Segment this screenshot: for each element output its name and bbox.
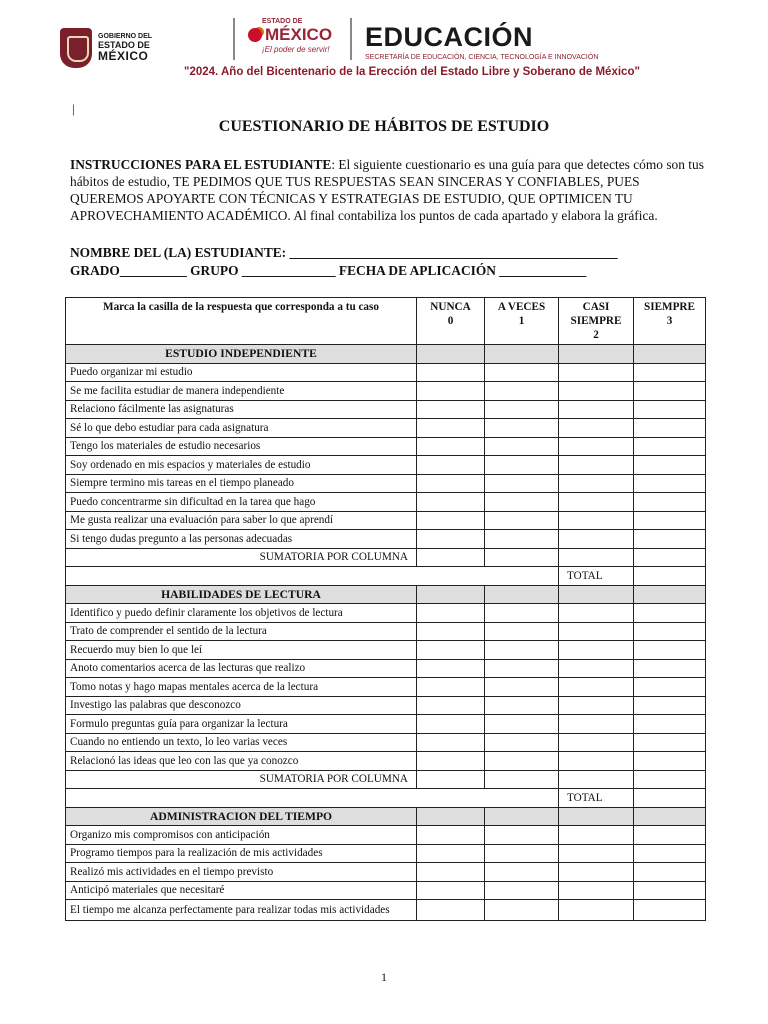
total-label: TOTAL [559, 567, 634, 586]
answer-cell-nunca[interactable] [417, 493, 485, 512]
section-header-cell [559, 345, 634, 364]
question-text: Sé lo que debo estudiar para cada asignatura [66, 419, 417, 438]
total-label: TOTAL [559, 789, 634, 808]
question-row [66, 641, 706, 660]
question-row [66, 659, 706, 678]
answer-cell-a-veces[interactable] [485, 474, 559, 493]
question-text: Puedo organizar mi estudio [66, 363, 417, 382]
answer-cell-siempre[interactable] [634, 400, 706, 419]
question-text: Puedo concentrarme sin dificultad en la tarea que hago [66, 493, 417, 512]
answer-cell-casi-siempre[interactable] [559, 622, 634, 641]
answer-cell-siempre[interactable] [634, 863, 706, 882]
answer-cell-casi-siempre[interactable] [559, 696, 634, 715]
question-row [66, 844, 706, 863]
header-divider [350, 18, 352, 60]
section-title: ESTUDIO INDEPENDIENTE [66, 345, 417, 364]
question-row [66, 604, 706, 623]
answer-cell-a-veces[interactable] [485, 400, 559, 419]
sum-cell[interactable] [559, 548, 634, 567]
answer-cell-a-veces[interactable] [485, 456, 559, 475]
answer-cell-a-veces[interactable] [485, 622, 559, 641]
answer-cell-casi-siempre[interactable] [559, 419, 634, 438]
total-cell[interactable] [634, 567, 706, 586]
answer-cell-siempre[interactable] [634, 696, 706, 715]
answer-cell-casi-siempre[interactable] [559, 511, 634, 530]
section-header-cell [485, 345, 559, 364]
document-title: CUESTIONARIO DE HÁBITOS DE ESTUDIO [218, 118, 550, 135]
answer-cell-nunca[interactable] [417, 715, 485, 734]
student-fields [70, 244, 618, 280]
question-row [66, 678, 706, 697]
question-text: Si tengo dudas pregunto a las personas adecuadas [66, 530, 417, 549]
question-text: Se me facilita estudiar de manera independiente [66, 382, 417, 401]
answer-cell-casi-siempre[interactable] [559, 400, 634, 419]
section-header-cell [417, 345, 485, 364]
gob-line-2: ESTADO DE [98, 39, 150, 50]
answer-cell-casi-siempre[interactable] [559, 881, 634, 900]
sum-row [66, 548, 706, 567]
state-seal-icon [60, 28, 92, 68]
question-text: Formulo preguntas guía para organizar la lectura [66, 715, 417, 734]
answer-cell-a-veces[interactable] [485, 881, 559, 900]
answer-cell-nunca[interactable] [417, 530, 485, 549]
answer-cell-nunca[interactable] [417, 863, 485, 882]
answer-cell-nunca[interactable] [417, 511, 485, 530]
gob-line-1: GOBIERNO DEL [98, 33, 153, 41]
answer-cell-siempre[interactable] [634, 733, 706, 752]
answer-cell-a-veces[interactable] [485, 752, 559, 771]
gob-line-3: MÉXICO [98, 49, 149, 64]
header-a-veces: A VECES 1 [485, 298, 559, 345]
sum-row [66, 770, 706, 789]
section-header-cell [417, 585, 485, 604]
question-row [66, 511, 706, 530]
total-row [66, 567, 706, 586]
answer-cell-siempre[interactable] [634, 881, 706, 900]
letterhead [0, 0, 768, 95]
total-row [66, 789, 706, 808]
question-row [66, 437, 706, 456]
question-text: Relacionó las ideas que leo con las que ya conozco [66, 752, 417, 771]
answer-cell-casi-siempre[interactable] [559, 382, 634, 401]
student-name-field[interactable]: NOMBRE DEL (LA) ESTUDIANTE: _________________________________________________ [70, 245, 618, 260]
answer-cell-a-veces[interactable] [485, 382, 559, 401]
table-header-row [66, 298, 706, 345]
sum-cell[interactable] [417, 770, 485, 789]
questionnaire-body [66, 345, 706, 921]
flower-icon [248, 28, 262, 42]
answer-cell-casi-siempre[interactable] [559, 826, 634, 845]
educacion-subtitle: SECRETARÍA DE EDUCACIÓN, CIENCIA, TECNOLOGÍA E INNOVACIÓN [365, 54, 599, 61]
edomex-small: ESTADO DE [262, 18, 303, 25]
answer-cell-siempre[interactable] [634, 826, 706, 845]
answer-cell-casi-siempre[interactable] [559, 456, 634, 475]
answer-cell-casi-siempre[interactable] [559, 752, 634, 771]
answer-cell-nunca[interactable] [417, 900, 485, 921]
question-text: Trato de comprender el sentido de la lectura [66, 622, 417, 641]
total-blank [66, 789, 559, 808]
answer-cell-nunca[interactable] [417, 678, 485, 697]
answer-cell-siempre[interactable] [634, 659, 706, 678]
question-row [66, 900, 706, 921]
edomex-logo [248, 18, 332, 54]
question-text: Investigo las palabras que desconozco [66, 696, 417, 715]
answer-cell-a-veces[interactable] [485, 826, 559, 845]
answer-cell-nunca[interactable] [417, 881, 485, 900]
section-header-row [66, 345, 706, 364]
answer-cell-siempre[interactable] [634, 493, 706, 512]
question-row [66, 863, 706, 882]
answer-cell-siempre[interactable] [634, 437, 706, 456]
answer-cell-casi-siempre[interactable] [559, 659, 634, 678]
question-row [66, 622, 706, 641]
instructions-label: INSTRUCCIONES PARA EL ESTUDIANTE [70, 157, 332, 172]
answer-cell-nunca[interactable] [417, 844, 485, 863]
answer-cell-siempre[interactable] [634, 678, 706, 697]
question-text: Realizó mis actividades en el tiempo previsto [66, 863, 417, 882]
question-text: Siempre termino mis tareas en el tiempo planeado [66, 474, 417, 493]
question-text: El tiempo me alcanza perfectamente para realizar todas mis actividades [66, 900, 417, 921]
answer-cell-nunca[interactable] [417, 696, 485, 715]
answer-cell-a-veces[interactable] [485, 844, 559, 863]
answer-cell-casi-siempre[interactable] [559, 641, 634, 660]
answer-cell-nunca[interactable] [417, 733, 485, 752]
answer-cell-siempre[interactable] [634, 382, 706, 401]
instructions-paragraph [70, 156, 704, 224]
text-cursor: | [72, 101, 75, 116]
educacion-title: EDUCACIÓN [365, 22, 534, 52]
answer-cell-casi-siempre[interactable] [559, 604, 634, 623]
section-header-row [66, 585, 706, 604]
question-row [66, 493, 706, 512]
answer-cell-nunca[interactable] [417, 752, 485, 771]
answer-cell-casi-siempre[interactable] [559, 863, 634, 882]
answer-cell-siempre[interactable] [634, 622, 706, 641]
total-blank [66, 567, 559, 586]
question-row [66, 752, 706, 771]
answer-cell-nunca[interactable] [417, 400, 485, 419]
answer-cell-siempre[interactable] [634, 604, 706, 623]
question-text: Anticipó materiales que necesitaré [66, 881, 417, 900]
answer-cell-siempre[interactable] [634, 752, 706, 771]
answer-cell-siempre[interactable] [634, 456, 706, 475]
answer-cell-siempre[interactable] [634, 844, 706, 863]
answer-cell-a-veces[interactable] [485, 641, 559, 660]
answer-cell-a-veces[interactable] [485, 733, 559, 752]
question-text: Me gusta realizar una evaluación para saber lo que aprendí [66, 511, 417, 530]
section-header-cell [634, 585, 706, 604]
answer-cell-siempre[interactable] [634, 419, 706, 438]
answer-cell-a-veces[interactable] [485, 419, 559, 438]
question-row [66, 733, 706, 752]
answer-cell-nunca[interactable] [417, 437, 485, 456]
edomex-tagline: ¡El poder de servir! [262, 45, 330, 54]
question-row [66, 400, 706, 419]
section-header-cell [559, 585, 634, 604]
answer-cell-a-veces[interactable] [485, 678, 559, 697]
sum-cell[interactable] [485, 770, 559, 789]
question-row [66, 530, 706, 549]
sum-cell[interactable] [559, 770, 634, 789]
header-question: Marca la casilla de la respuesta que corresponda a tu caso [66, 298, 417, 345]
answer-cell-siempre[interactable] [634, 474, 706, 493]
header-divider [233, 18, 235, 60]
question-row [66, 715, 706, 734]
questionnaire-table [65, 297, 706, 921]
answer-cell-a-veces[interactable] [485, 511, 559, 530]
sum-cell[interactable] [634, 548, 706, 567]
answer-cell-siempre[interactable] [634, 363, 706, 382]
total-cell[interactable] [634, 789, 706, 808]
header-casi-siempre: CASI SIEMPRE 2 [559, 298, 634, 345]
section-header-cell [634, 807, 706, 826]
answer-cell-a-veces[interactable] [485, 659, 559, 678]
answer-cell-nunca[interactable] [417, 382, 485, 401]
answer-cell-nunca[interactable] [417, 474, 485, 493]
answer-cell-siempre[interactable] [634, 900, 706, 921]
question-row [66, 419, 706, 438]
sum-label: SUMATORIA POR COLUMNA [66, 770, 417, 789]
year-slogan: "2024. Año del Bicentenario de la Erección del Estado Libre y Soberano de México" [184, 66, 640, 78]
answer-cell-a-veces[interactable] [485, 363, 559, 382]
page-number: 1 [381, 970, 387, 984]
section-title: HABILIDADES DE LECTURA [66, 585, 417, 604]
question-row [66, 456, 706, 475]
header-nunca: NUNCA 0 [417, 298, 485, 345]
question-text: Tengo los materiales de estudio necesarios [66, 437, 417, 456]
question-text: Tomo notas y hago mapas mentales acerca de la lectura [66, 678, 417, 697]
question-row [66, 363, 706, 382]
header-siempre: SIEMPRE 3 [634, 298, 706, 345]
sum-label: SUMATORIA POR COLUMNA [66, 548, 417, 567]
question-row [66, 696, 706, 715]
grade-group-date-field[interactable]: GRADO__________ GRUPO ______________ FECHA DE APLICACIÓN _____________ [70, 263, 587, 278]
section-header-cell [417, 807, 485, 826]
section-header-cell [485, 807, 559, 826]
question-row [66, 881, 706, 900]
question-row [66, 382, 706, 401]
answer-cell-nunca[interactable] [417, 419, 485, 438]
answer-cell-a-veces[interactable] [485, 437, 559, 456]
answer-cell-nunca[interactable] [417, 622, 485, 641]
answer-cell-nunca[interactable] [417, 456, 485, 475]
sum-cell[interactable] [485, 548, 559, 567]
section-header-cell [559, 807, 634, 826]
answer-cell-siempre[interactable] [634, 715, 706, 734]
answer-cell-nunca[interactable] [417, 363, 485, 382]
answer-cell-nunca[interactable] [417, 641, 485, 660]
answer-cell-a-veces[interactable] [485, 900, 559, 921]
section-title: ADMINISTRACION DEL TIEMPO [66, 807, 417, 826]
question-text: Organizo mis compromisos con anticipación [66, 826, 417, 845]
answer-cell-siempre[interactable] [634, 641, 706, 660]
answer-cell-nunca[interactable] [417, 659, 485, 678]
question-text: Programo tiempos para la realización de mis actividades [66, 844, 417, 863]
answer-cell-casi-siempre[interactable] [559, 530, 634, 549]
section-header-cell [485, 585, 559, 604]
answer-cell-casi-siempre[interactable] [559, 715, 634, 734]
question-text: Cuando no entiendo un texto, lo leo varias veces [66, 733, 417, 752]
edomex-big: MÉXICO [265, 25, 333, 44]
answer-cell-casi-siempre[interactable] [559, 474, 634, 493]
answer-cell-casi-siempre[interactable] [559, 733, 634, 752]
answer-cell-nunca[interactable] [417, 604, 485, 623]
section-header-row [66, 807, 706, 826]
answer-cell-casi-siempre[interactable] [559, 678, 634, 697]
question-row [66, 826, 706, 845]
question-text: Recuerdo muy bien lo que leí [66, 641, 417, 660]
answer-cell-a-veces[interactable] [485, 863, 559, 882]
answer-cell-casi-siempre[interactable] [559, 363, 634, 382]
answer-cell-siempre[interactable] [634, 511, 706, 530]
answer-cell-siempre[interactable] [634, 530, 706, 549]
answer-cell-a-veces[interactable] [485, 696, 559, 715]
answer-cell-casi-siempre[interactable] [559, 844, 634, 863]
section-header-cell [634, 345, 706, 364]
government-logo [60, 28, 152, 68]
answer-cell-a-veces[interactable] [485, 604, 559, 623]
sum-cell[interactable] [417, 548, 485, 567]
educacion-logo [365, 22, 598, 61]
question-text: Relaciono fácilmente las asignaturas [66, 400, 417, 419]
answer-cell-nunca[interactable] [417, 826, 485, 845]
sum-cell[interactable] [634, 770, 706, 789]
answer-cell-casi-siempre[interactable] [559, 493, 634, 512]
question-text: Soy ordenado en mis espacios y materiales de estudio [66, 456, 417, 475]
instructions-text: : El siguiente cuestionario es una guía para que detectes cómo son tus hábitos de estudio, TE PEDIMOS QUE TUS RESPUESTAS SEAN SINCERAS Y CONFIABLES, PUES QUEREMOS APOYARTE CON TÉCNICAS Y ESTRATEGIAS DE ESTUDIO, QUE OPTIMICEN TU APROVECHAMIENTO ACADÉMICO. Al final contabiliza los puntos de cada apartado y elabora la gráfica. [70, 157, 704, 223]
answer-cell-a-veces[interactable] [485, 530, 559, 549]
question-text: Anoto comentarios acerca de las lecturas que realizo [66, 659, 417, 678]
answer-cell-casi-siempre[interactable] [559, 437, 634, 456]
answer-cell-casi-siempre[interactable] [559, 900, 634, 921]
answer-cell-a-veces[interactable] [485, 715, 559, 734]
question-text: Identifico y puedo definir claramente los objetivos de lectura [66, 604, 417, 623]
question-row [66, 474, 706, 493]
answer-cell-a-veces[interactable] [485, 493, 559, 512]
